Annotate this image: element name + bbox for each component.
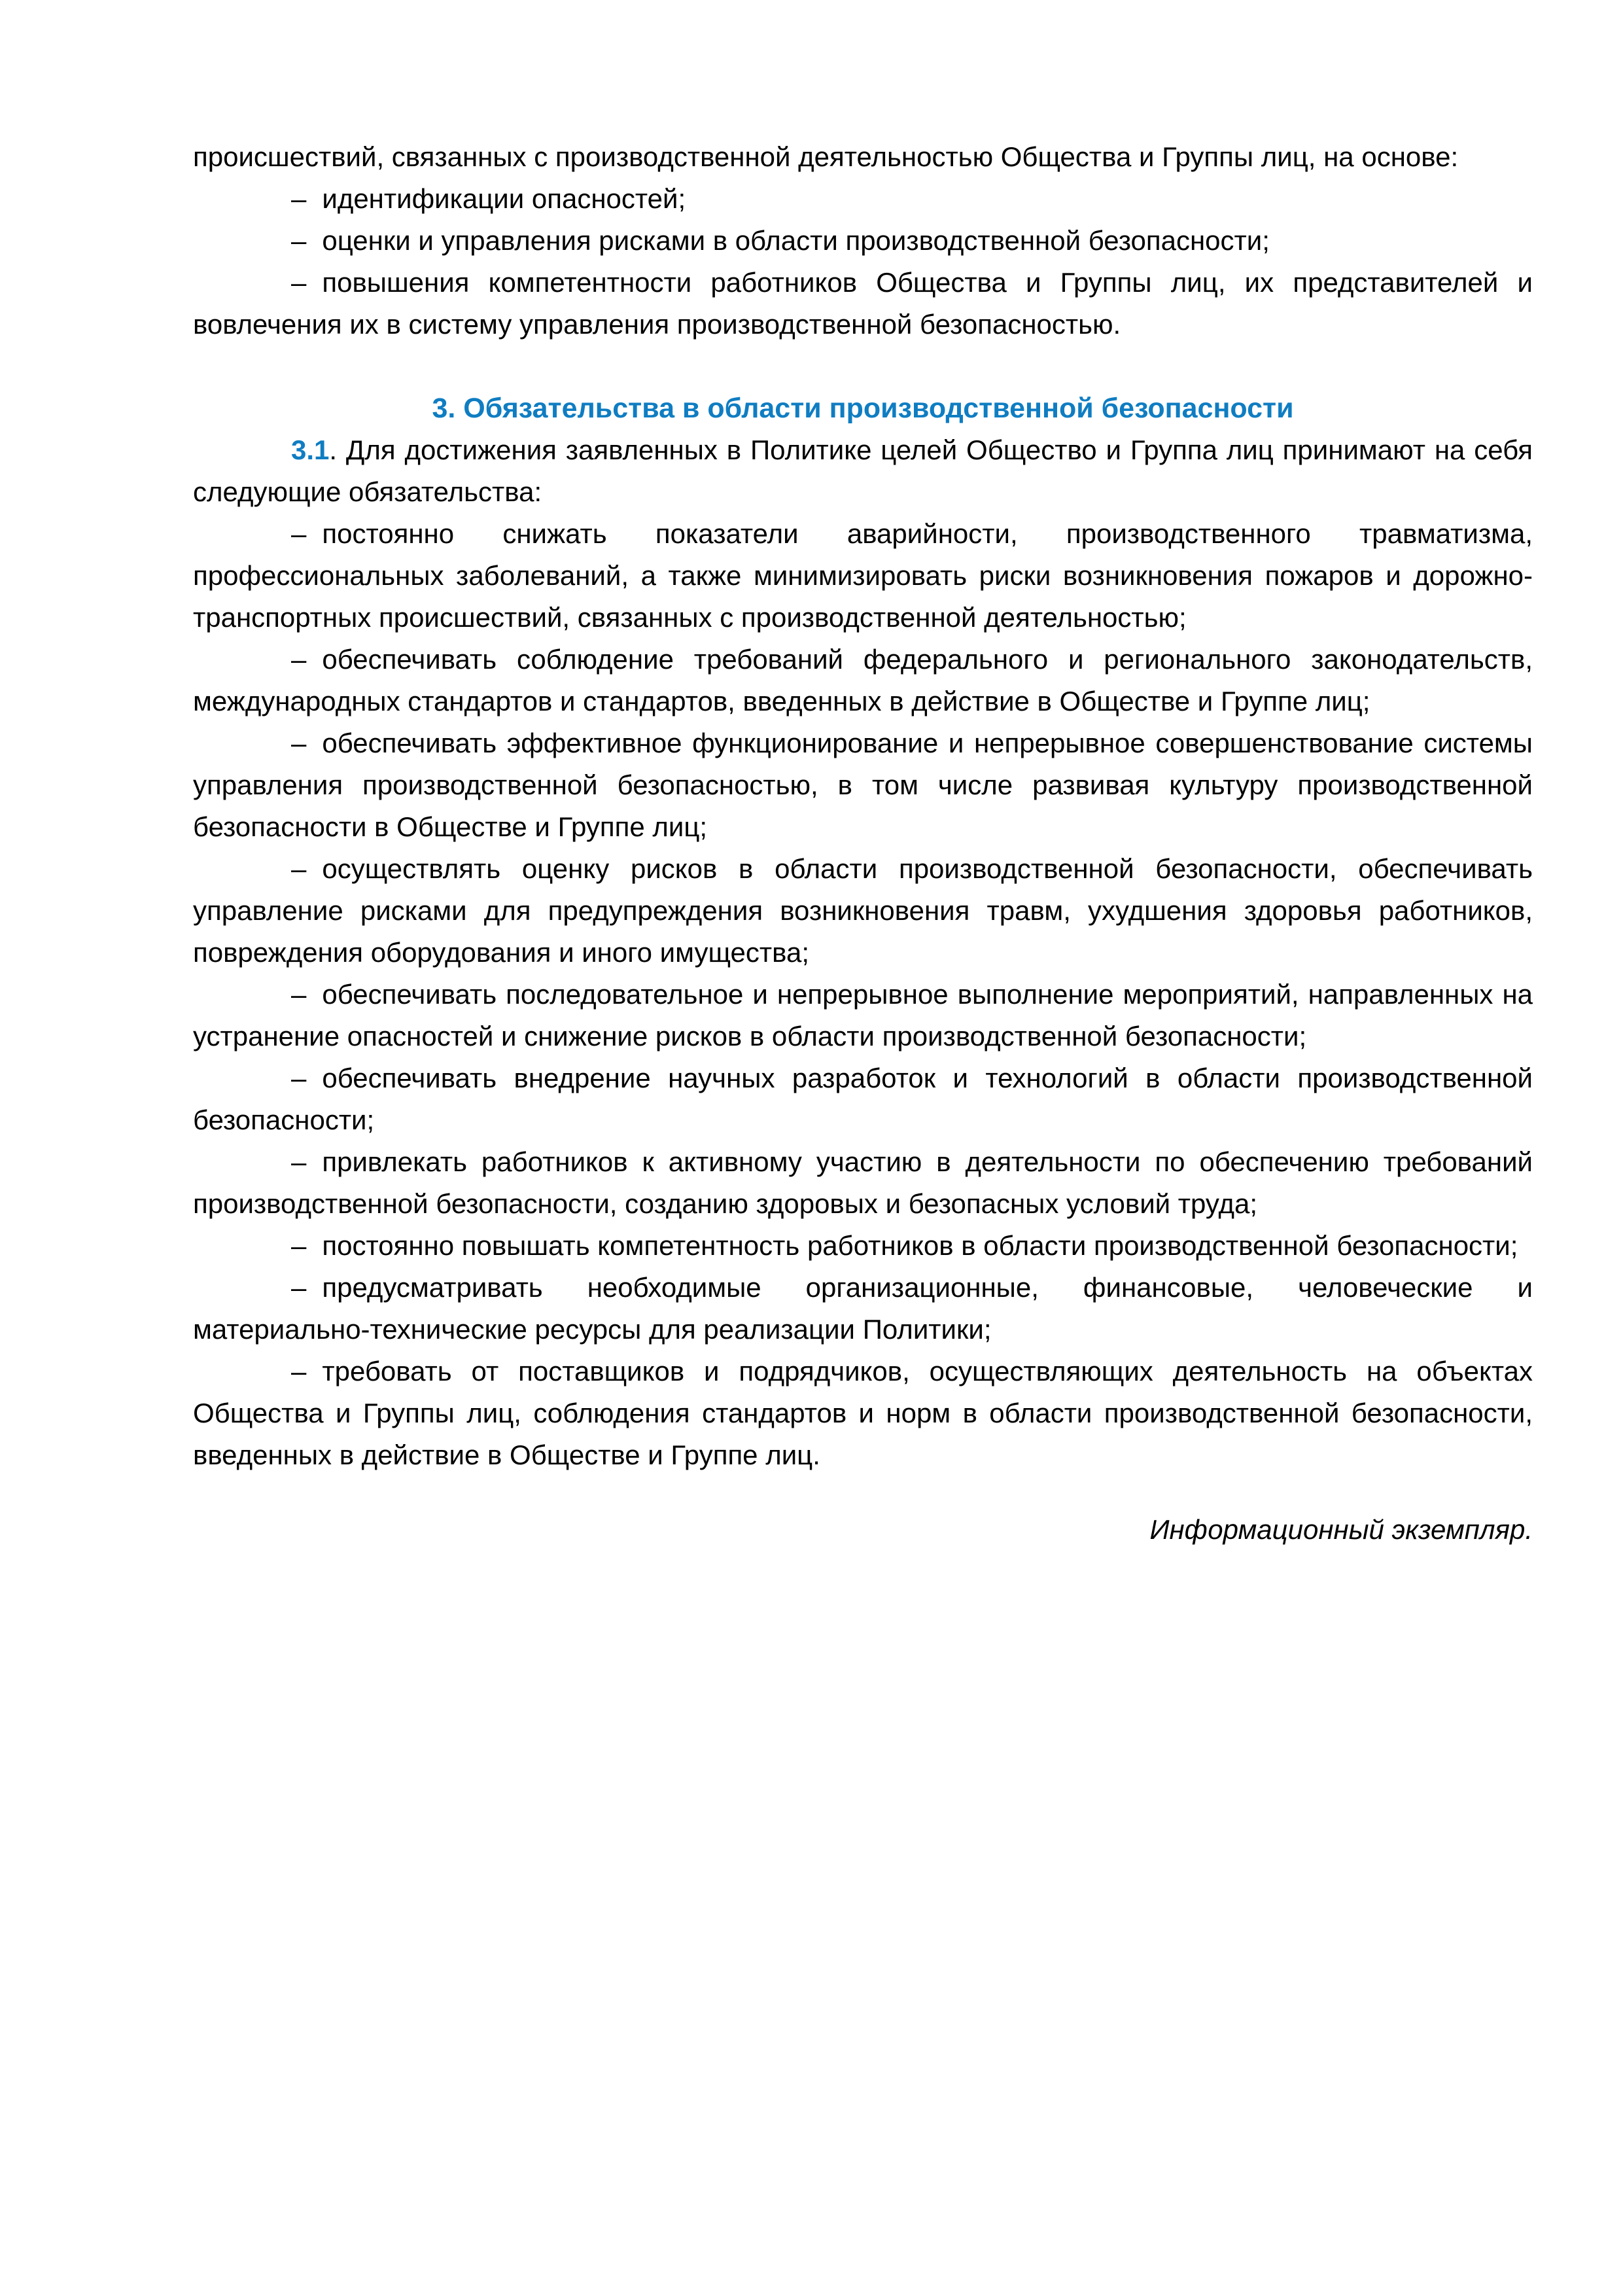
bullet-text: требовать от поставщиков и подрядчиков, осуществляющих деятельность на объектах Общества и Группы лиц, соблюдения стандартов и норм в области производственной безопасности, введенных в действие в Обществе и Группе лиц. <box>193 1356 1533 1470</box>
bullet-dash: – <box>291 1230 307 1261</box>
intro-bullet-item <box>193 262 1533 345</box>
clause-text: . Для достижения заявленных в Политике целей Общество и Группа лиц принимают на себя следующие обязательства: <box>193 434 1533 507</box>
bullet-text: повышения компетентности работников Общества и Группы лиц, их представителей и вовлечения их в систему управления производственной безопасностью. <box>193 267 1533 340</box>
bullet-dash: – <box>291 267 307 298</box>
bullet-dash: – <box>291 979 307 1010</box>
bullet-text: предусматривать необходимые организационные, финансовые, человеческие и материально-технические ресурсы для реализации Политики; <box>193 1272 1533 1345</box>
bullet-text: привлекать работников к активному участию в деятельности по обеспечению требований производственной безопасности, созданию здоровых и безопасных условий труда; <box>193 1146 1533 1219</box>
bullet-text: обеспечивать соблюдение требований федерального и регионального законодательств, международных стандартов и стандартов, введенных в действие в Обществе и Группе лиц; <box>193 644 1533 716</box>
obligation-bullet-item <box>193 513 1533 639</box>
bullet-text: обеспечивать внедрение научных разработок и технологий в области производственной безопасности; <box>193 1063 1533 1135</box>
bullet-text: постоянно снижать показатели аварийности, производственного травматизма, профессиональных заболеваний, а также минимизировать риски возникновения пожаров и дорожно-транспортных происшествий, связанных с производственной деятельностью; <box>193 518 1533 633</box>
bullet-dash: – <box>291 518 307 549</box>
bullet-dash: – <box>291 1272 307 1303</box>
obligation-bullet-item <box>193 848 1533 974</box>
bullet-dash: – <box>291 1146 307 1177</box>
obligation-bullet-item <box>193 1225 1533 1267</box>
bullet-dash: – <box>291 853 307 884</box>
bullet-text: обеспечивать эффективное функционирование и непрерывное совершенствование системы управления производственной безопасностью, в том числе развивая культуру производственной безопасности в Обществе и Группе лиц; <box>193 728 1533 842</box>
obligation-bullet-item <box>193 639 1533 722</box>
obligation-bullet-item <box>193 1351 1533 1476</box>
intro-bullet-item <box>193 220 1533 262</box>
bullet-dash: – <box>291 728 307 758</box>
obligation-bullet-item <box>193 722 1533 848</box>
bullet-text: обеспечивать последовательное и непрерывное выполнение мероприятий, направленных на устранение опасностей и снижение рисков в области производственной безопасности; <box>193 979 1533 1051</box>
intro-paragraph: происшествий, связанных с производственной деятельностью Общества и Группы лиц, на основе: <box>193 141 1459 172</box>
bullet-text: оценки и управления рисками в области производственной безопасности; <box>322 225 1270 256</box>
intro-bullet-item <box>193 178 1533 220</box>
bullet-dash: – <box>291 183 307 214</box>
obligation-bullet-item <box>193 1057 1533 1141</box>
clause-3-1-paragraph <box>193 429 1533 513</box>
obligation-bullet-item <box>193 1267 1533 1351</box>
bullet-text: идентификации опасностей; <box>322 183 686 214</box>
bullet-dash: – <box>291 1063 307 1093</box>
bullet-dash: – <box>291 644 307 675</box>
clause-number: 3.1 <box>291 434 330 465</box>
section-heading: 3. Обязательства в области производственной безопасности <box>432 393 1294 424</box>
info-copy-note: Информационный экземпляр. <box>1149 1514 1533 1545</box>
bullet-dash: – <box>291 225 307 256</box>
bullet-dash: – <box>291 1356 307 1386</box>
bullet-text: осуществлять оценку рисков в области производственной безопасности, обеспечивать управление рисками для предупреждения возникновения травм, ухудшения здоровья работников, повреждения оборудования и иного имущества; <box>193 853 1533 968</box>
obligation-bullet-item <box>193 1141 1533 1225</box>
bullet-text: постоянно повышать компетентность работников в области производственной безопасности; <box>322 1230 1518 1261</box>
obligation-bullet-item <box>193 974 1533 1057</box>
